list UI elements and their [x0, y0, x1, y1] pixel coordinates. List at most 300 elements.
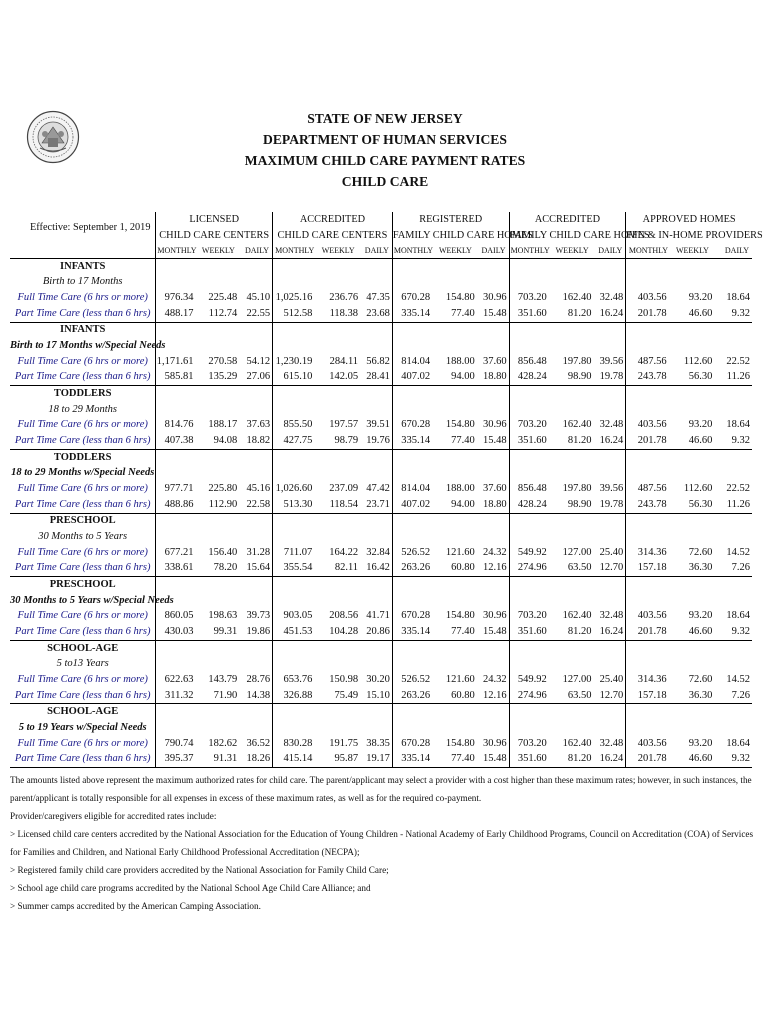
blank-cell: [714, 704, 752, 720]
age-range-label: 30 Months to 5 Years: [38, 530, 128, 542]
rate-value: 16.24: [599, 435, 624, 447]
care-type-label: Full Time Care (6 hrs or more): [17, 737, 148, 749]
rate-value: 12.16: [482, 562, 507, 574]
blank-cell: [273, 466, 317, 482]
rate-value: 236.76: [329, 292, 359, 304]
age-range-row: [10, 275, 752, 291]
blank-cell: [156, 386, 198, 402]
age-range-row: [10, 656, 752, 672]
blank-cell: [239, 466, 272, 482]
category-row: [10, 577, 752, 593]
blank-cell: [671, 704, 715, 720]
blank-cell: [198, 640, 240, 656]
rate-value: 93.20: [688, 419, 713, 431]
rate-value: 415.14: [273, 751, 317, 767]
rate-value: 274.96: [509, 560, 551, 576]
blank-cell: [593, 640, 625, 656]
blank-cell: [316, 513, 360, 529]
period-header-weekly: WEEKLY: [316, 243, 360, 259]
rate-value: 77.40: [451, 625, 475, 637]
blank-cell: [551, 593, 594, 609]
blank-cell: [434, 386, 477, 402]
blank-cell: [198, 338, 240, 354]
rate-value: 335.14: [392, 751, 434, 767]
category-label: INFANTS: [10, 322, 156, 338]
blank-cell: [156, 259, 198, 275]
blank-cell: [316, 656, 360, 672]
provider-group-subheader: FAMILY CHILD CARE HOMES: [392, 228, 509, 244]
blank-cell: [477, 640, 509, 656]
blank-cell: [626, 656, 671, 672]
blank-cell: [360, 513, 392, 529]
blank-cell: [593, 466, 625, 482]
blank-cell: [593, 593, 625, 609]
rate-row: [10, 418, 752, 434]
rate-value: 335.14: [392, 306, 434, 322]
rate-value: 703.20: [509, 290, 551, 306]
rate-value: 157.18: [626, 688, 671, 704]
blank-cell: [477, 449, 509, 465]
blank-cell: [198, 449, 240, 465]
blank-cell: [198, 529, 240, 545]
rate-value: 32.84: [366, 546, 390, 558]
blank-cell: [316, 529, 360, 545]
blank-cell: [714, 386, 752, 402]
rate-value: 18.64: [726, 737, 750, 749]
blank-cell: [671, 449, 715, 465]
category-label: TODDLERS: [10, 386, 156, 402]
blank-cell: [714, 529, 752, 545]
provider-group-header: LICENSED: [156, 212, 273, 228]
rate-value: 428.24: [509, 497, 551, 513]
category-row: [10, 322, 752, 338]
blank-cell: [316, 259, 360, 275]
blank-cell: [316, 704, 360, 720]
blank-cell: [434, 593, 477, 609]
rate-value: 263.26: [392, 688, 434, 704]
rate-value: 72.60: [688, 673, 713, 685]
blank-cell: [509, 704, 551, 720]
rate-value: 39.56: [599, 355, 624, 367]
rate-value: 99.31: [213, 625, 238, 637]
blank-cell: [360, 656, 392, 672]
blank-cell: [198, 704, 240, 720]
rate-value: 856.48: [509, 354, 551, 370]
rate-value: 81.20: [567, 435, 592, 447]
rate-value: 14.38: [246, 689, 271, 701]
rate-value: 526.52: [392, 672, 434, 688]
category-label: SCHOOL-AGE: [10, 640, 156, 656]
rate-value: 15.48: [482, 625, 507, 637]
blank-cell: [593, 577, 625, 593]
rate-value: 30.96: [482, 419, 507, 431]
rate-table-body: [10, 259, 752, 768]
blank-cell: [477, 720, 509, 736]
blank-cell: [626, 259, 671, 275]
rate-value: 830.28: [273, 736, 317, 752]
blank-cell: [392, 466, 434, 482]
rate-value: 407.02: [392, 497, 434, 513]
rate-value: 903.05: [273, 608, 317, 624]
rate-value: 63.50: [567, 689, 592, 701]
rate-value: 162.40: [562, 610, 592, 622]
provider-header-row-1: [10, 212, 752, 228]
rate-value: 22.52: [726, 355, 750, 367]
rate-value: 30.96: [482, 737, 507, 749]
rate-value: 162.40: [562, 419, 592, 431]
rate-value: 60.80: [451, 689, 475, 701]
disclaimer-paragraph: The amounts listed above represent the maximum authorized rates for child care. The parent/applicant may select a provider with a cost higher than these maximum rates; however, in such instances, the parent/applicant is totally responsible for all expenses in excess of these maximum rates, as well as for the required co-payment.: [10, 775, 752, 803]
rate-row: [10, 688, 752, 704]
blank-cell: [626, 338, 671, 354]
rate-value: 188.00: [445, 483, 475, 495]
rate-value: 549.92: [509, 672, 551, 688]
rate-value: 112.74: [208, 307, 238, 319]
blank-cell: [509, 577, 551, 593]
rate-row: [10, 560, 752, 576]
care-type-label: Part Time Care (less than 6 hrs): [14, 498, 151, 510]
rate-value: 201.78: [626, 624, 671, 640]
blank-cell: [156, 704, 198, 720]
rate-value: 127.00: [562, 546, 592, 558]
rate-value: 32.48: [599, 610, 624, 622]
care-type-label: Full Time Care (6 hrs or more): [17, 292, 148, 304]
blank-cell: [156, 402, 198, 418]
blank-cell: [551, 513, 594, 529]
care-type-label: Full Time Care (6 hrs or more): [17, 673, 148, 685]
document-subtitle: CHILD CARE: [341, 174, 429, 189]
rate-value: 403.56: [626, 290, 671, 306]
category-label: PRESCHOOL: [10, 513, 156, 529]
rate-value: 94.00: [451, 498, 475, 510]
blank-cell: [551, 656, 594, 672]
category-label: SCHOOL-AGE: [10, 704, 156, 720]
blank-cell: [156, 640, 198, 656]
rate-value: 39.51: [366, 419, 390, 431]
rate-value: 156.40: [208, 546, 238, 558]
category-row: [10, 513, 752, 529]
rate-value: 54.12: [246, 355, 271, 367]
blank-cell: [509, 338, 551, 354]
blank-cell: [551, 640, 594, 656]
rate-value: 703.20: [509, 608, 551, 624]
rate-value: 25.40: [599, 546, 624, 558]
blank-cell: [360, 577, 392, 593]
rate-value: 23.68: [366, 307, 390, 319]
care-type-label: Full Time Care (6 hrs or more): [17, 355, 148, 367]
rate-row: [10, 736, 752, 752]
care-type-label: Part Time Care (less than 6 hrs): [14, 307, 151, 319]
rate-value: 427.75: [273, 433, 317, 449]
eligibility-bullet: > Licensed child care centers accredited by the National Association for the Education of Young Children - National Academy of Early Childhood Programs, Council on Accreditation (COA) of Services for Families and Children, and National Early Childhood Professional Accreditation (NECPA);: [10, 829, 754, 857]
rate-value: 335.14: [392, 624, 434, 640]
blank-cell: [714, 640, 752, 656]
blank-cell: [273, 402, 317, 418]
blank-cell: [477, 656, 509, 672]
blank-cell: [392, 720, 434, 736]
rate-value: 201.78: [626, 433, 671, 449]
blank-cell: [273, 449, 317, 465]
period-header-row: [10, 243, 752, 259]
blank-cell: [714, 259, 752, 275]
rate-value: 25.40: [599, 673, 624, 685]
rate-value: 98.79: [334, 435, 359, 447]
blank-cell: [626, 275, 671, 291]
rate-value: 977.71: [156, 481, 198, 497]
rate-value: 314.36: [626, 672, 671, 688]
rate-value: 7.26: [731, 562, 750, 574]
period-header-daily: DAILY: [239, 243, 272, 259]
blank-cell: [316, 386, 360, 402]
rate-value: 814.04: [392, 481, 434, 497]
category-row: [10, 259, 752, 275]
rate-value: 94.08: [213, 435, 238, 447]
rate-value: 63.50: [567, 562, 592, 574]
rate-value: 28.76: [246, 673, 271, 685]
rate-value: 9.32: [731, 435, 750, 447]
rate-value: 860.05: [156, 608, 198, 624]
blank-cell: [392, 338, 434, 354]
blank-cell: [198, 577, 240, 593]
blank-cell: [477, 402, 509, 418]
rate-value: 11.26: [726, 371, 750, 383]
blank-cell: [626, 593, 671, 609]
blank-cell: [392, 640, 434, 656]
blank-cell: [671, 577, 715, 593]
blank-cell: [671, 259, 715, 275]
rate-value: 677.21: [156, 545, 198, 561]
rate-row: [10, 608, 752, 624]
rate-value: 311.32: [156, 688, 198, 704]
age-range-row: [10, 402, 752, 418]
blank-cell: [671, 275, 715, 291]
rate-value: 56.30: [688, 498, 713, 510]
blank-cell: [156, 720, 198, 736]
blank-cell: [273, 513, 317, 529]
rate-value: 46.60: [688, 435, 713, 447]
rate-value: 243.78: [626, 497, 671, 513]
rate-value: 487.56: [626, 354, 671, 370]
rate-value: 20.86: [366, 625, 390, 637]
rate-value: 143.79: [208, 673, 238, 685]
blank-cell: [477, 322, 509, 338]
rate-value: 487.56: [626, 481, 671, 497]
blank-cell: [434, 529, 477, 545]
blank-cell: [273, 338, 317, 354]
period-header-daily: DAILY: [360, 243, 392, 259]
blank-cell: [593, 338, 625, 354]
blank-cell: [626, 640, 671, 656]
rate-value: 670.28: [392, 736, 434, 752]
rate-value: 36.30: [688, 689, 713, 701]
rate-value: 56.82: [366, 355, 390, 367]
rate-value: 162.40: [562, 737, 592, 749]
rate-value: 225.48: [208, 292, 238, 304]
rate-value: 150.98: [329, 673, 359, 685]
rate-value: 243.78: [626, 370, 671, 386]
blank-cell: [671, 466, 715, 482]
blank-cell: [198, 656, 240, 672]
blank-cell: [477, 386, 509, 402]
rate-row: [10, 370, 752, 386]
blank-cell: [239, 322, 272, 338]
age-range-label: 18 to 29 Months w/Special Needs: [11, 467, 155, 479]
blank-cell: [239, 386, 272, 402]
rate-value: 274.96: [509, 688, 551, 704]
rate-value: 95.87: [316, 751, 360, 767]
blank-cell: [392, 386, 434, 402]
rate-value: 18.80: [482, 371, 507, 383]
rate-value: 112.60: [683, 483, 713, 495]
blank-cell: [316, 640, 360, 656]
blank-cell: [392, 513, 434, 529]
blank-cell: [671, 720, 715, 736]
blank-cell: [316, 593, 360, 609]
blank-cell: [156, 513, 198, 529]
rate-row: [10, 433, 752, 449]
rate-value: 326.88: [273, 688, 317, 704]
period-header-weekly: WEEKLY: [551, 243, 594, 259]
age-range-label: Birth to 17 Months: [42, 276, 123, 288]
blank-cell: [626, 529, 671, 545]
blank-cell: [593, 720, 625, 736]
blank-cell: [509, 275, 551, 291]
rate-value: 56.30: [688, 371, 713, 383]
care-type-label: Part Time Care (less than 6 hrs): [14, 562, 151, 574]
rate-value: 32.48: [599, 292, 624, 304]
age-range-row: [10, 466, 752, 482]
category-row: [10, 449, 752, 465]
rate-value: 790.74: [156, 736, 198, 752]
blank-cell: [239, 402, 272, 418]
rate-value: 98.90: [567, 498, 592, 510]
rate-value: 615.10: [273, 370, 317, 386]
blank-cell: [509, 513, 551, 529]
rate-value: 12.70: [599, 562, 624, 574]
document-title: MAXIMUM CHILD CARE PAYMENT RATES: [244, 153, 526, 168]
rate-value: 30.20: [366, 673, 390, 685]
rate-value: 585.81: [156, 370, 198, 386]
rate-value: 9.32: [714, 751, 752, 767]
eligibility-bullet: > Registered family child care providers accredited by the National Association for Family Child Care;: [10, 865, 389, 875]
blank-cell: [392, 577, 434, 593]
blank-cell: [593, 704, 625, 720]
blank-cell: [360, 338, 392, 354]
blank-cell: [273, 386, 317, 402]
rate-value: 16.24: [593, 751, 625, 767]
period-header-daily: DAILY: [593, 243, 625, 259]
rate-value: 36.30: [688, 562, 713, 574]
blank-cell: [198, 275, 240, 291]
rate-value: 513.30: [273, 497, 317, 513]
blank-cell: [714, 449, 752, 465]
blank-cell: [551, 259, 594, 275]
blank-cell: [593, 656, 625, 672]
rate-value: 19.76: [366, 435, 390, 447]
blank-cell: [593, 529, 625, 545]
rate-row: [10, 497, 752, 513]
blank-cell: [509, 449, 551, 465]
blank-cell: [551, 449, 594, 465]
department-name: DEPARTMENT OF HUMAN SERVICES: [263, 132, 507, 147]
blank-cell: [392, 704, 434, 720]
rate-value: 37.63: [246, 419, 271, 431]
blank-cell: [671, 529, 715, 545]
rate-value: 118.38: [329, 307, 359, 319]
rate-value: 12.16: [482, 689, 507, 701]
blank-cell: [509, 529, 551, 545]
rate-value: 351.60: [509, 751, 551, 767]
rate-value: 237.09: [329, 483, 359, 495]
rate-value: 451.53: [273, 624, 317, 640]
blank-cell: [714, 577, 752, 593]
blank-cell: [156, 322, 198, 338]
rate-value: 82.11: [334, 562, 359, 574]
blank-cell: [714, 322, 752, 338]
blank-cell: [434, 338, 477, 354]
rate-value: 72.60: [688, 546, 713, 558]
blank-cell: [198, 513, 240, 529]
rate-value: 191.75: [329, 737, 359, 749]
blank-cell: [239, 529, 272, 545]
blank-cell: [198, 720, 240, 736]
rate-value: 670.28: [392, 608, 434, 624]
rate-value: 81.20: [551, 751, 594, 767]
rate-value: 351.60: [509, 306, 551, 322]
rate-value: 622.63: [156, 672, 198, 688]
rate-value: 549.92: [509, 545, 551, 561]
blank-cell: [434, 720, 477, 736]
age-range-label: Birth to 17 Months w/Special Needs: [10, 340, 166, 352]
blank-cell: [593, 259, 625, 275]
blank-cell: [316, 449, 360, 465]
blank-cell: [392, 529, 434, 545]
blank-cell: [551, 386, 594, 402]
blank-cell: [434, 402, 477, 418]
category-row: [10, 640, 752, 656]
category-label: INFANTS: [10, 259, 156, 275]
rate-value: 814.04: [392, 354, 434, 370]
blank-cell: [509, 322, 551, 338]
blank-cell: [477, 704, 509, 720]
rate-value: 135.29: [208, 371, 238, 383]
rate-value: 23.71: [366, 498, 390, 510]
blank-cell: [392, 275, 434, 291]
blank-cell: [551, 275, 594, 291]
rate-value: 127.00: [562, 673, 592, 685]
provider-group-header: ACCREDITED: [509, 212, 626, 228]
rate-value: 93.20: [688, 610, 713, 622]
rate-value: 28.41: [366, 371, 390, 383]
blank-cell: [434, 704, 477, 720]
rate-value: 24.32: [482, 546, 507, 558]
blank-cell: [477, 593, 509, 609]
eligibility-intro: Provider/caregivers eligible for accredited rates include:: [10, 811, 217, 821]
rate-value: 488.17: [156, 306, 198, 322]
rate-value: 46.60: [688, 307, 713, 319]
payment-rate-table: [10, 212, 763, 768]
blank-cell: [316, 466, 360, 482]
blank-cell: [392, 593, 434, 609]
rate-value: 814.76: [156, 418, 198, 434]
rate-value: 154.80: [445, 292, 475, 304]
rate-value: 77.40: [451, 435, 475, 447]
period-header-weekly: WEEKLY: [434, 243, 477, 259]
rate-value: 27.06: [246, 371, 271, 383]
rate-row: [10, 545, 752, 561]
blank-cell: [273, 704, 317, 720]
category-row: [10, 386, 752, 402]
